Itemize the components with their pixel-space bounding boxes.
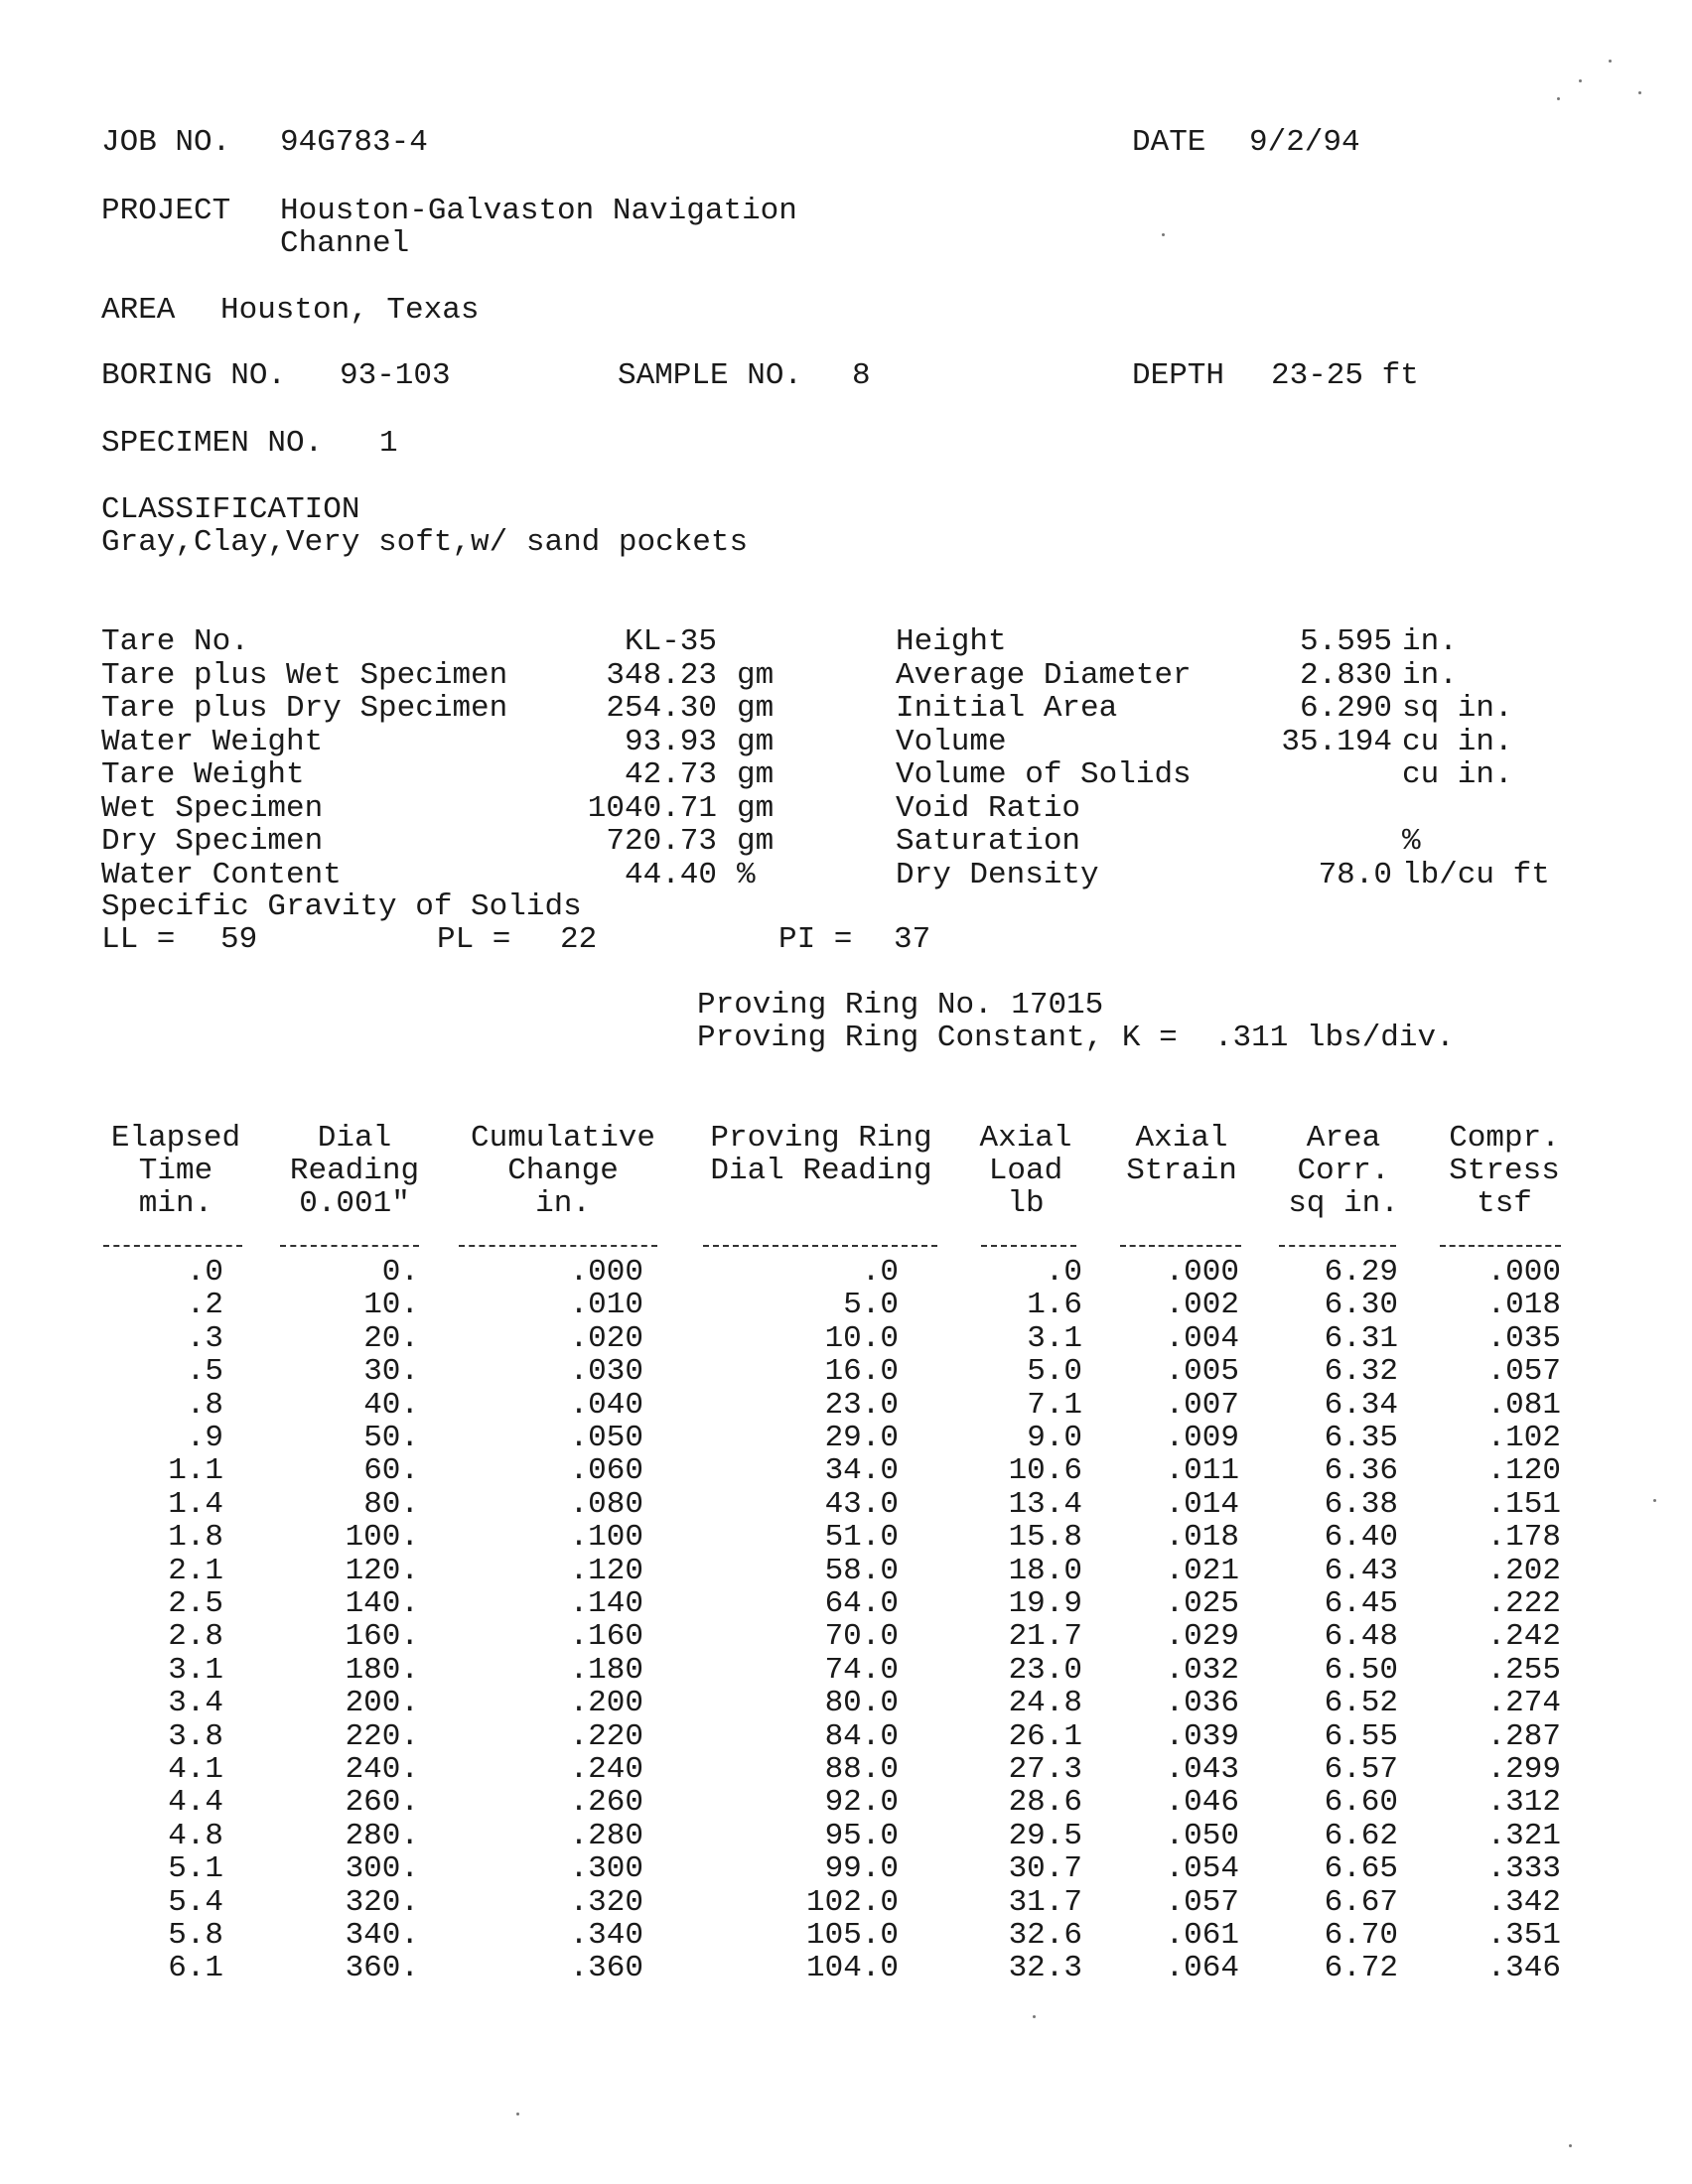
table-cell: .100 <box>569 1520 643 1556</box>
table-cell: 0. <box>381 1255 419 1290</box>
table-cell: 5.0 <box>843 1288 899 1323</box>
table-cell: 102.0 <box>805 1884 899 1920</box>
table-cell: .320 <box>569 1884 643 1920</box>
table-cell: 104.0 <box>805 1951 899 1986</box>
table-cell: .222 <box>1486 1586 1561 1621</box>
table-cell: 80. <box>363 1486 419 1522</box>
table-cell: .010 <box>569 1288 643 1323</box>
table-cell: 280. <box>345 1818 419 1853</box>
table-cell: .120 <box>569 1553 643 1588</box>
table-cell: 300. <box>345 1851 419 1887</box>
property-value: 42.73 <box>624 757 717 792</box>
property-label: Tare No. <box>101 624 249 659</box>
column-header: Proving Ring Dial Reading <box>710 1121 932 1188</box>
property-label: Water Weight <box>101 724 324 759</box>
proving-ring-constant: Proving Ring Constant, K = .311 lbs/div. <box>697 1021 1455 1055</box>
proving-ring-number: Proving Ring No. 17015 <box>697 988 1104 1023</box>
table-cell: 30.7 <box>1008 1851 1082 1887</box>
table-cell: .151 <box>1486 1486 1561 1522</box>
table-cell: 95.0 <box>824 1818 899 1853</box>
table-cell: 260. <box>345 1785 419 1821</box>
table-cell: 10.6 <box>1008 1453 1082 1489</box>
header-rule <box>1279 1245 1396 1247</box>
table-cell: .0 <box>186 1255 223 1290</box>
table-cell: .030 <box>569 1354 643 1390</box>
table-cell: .240 <box>569 1752 643 1787</box>
table-cell: .3 <box>186 1320 223 1356</box>
table-cell: 3.4 <box>168 1686 223 1721</box>
table-cell: 6.40 <box>1324 1520 1398 1556</box>
table-cell: 3.8 <box>168 1718 223 1754</box>
job-number-value: 94G783-4 <box>280 125 428 160</box>
header-rule <box>981 1245 1076 1247</box>
dimension-label: Height <box>896 624 1007 659</box>
table-cell: .9 <box>186 1421 223 1455</box>
table-cell: .321 <box>1486 1818 1561 1853</box>
table-cell: .020 <box>569 1320 643 1356</box>
property-value: 1040.71 <box>587 790 717 826</box>
table-cell: 4.8 <box>168 1818 223 1853</box>
table-cell: 4.1 <box>168 1752 223 1787</box>
table-cell: .025 <box>1165 1586 1239 1621</box>
dimension-unit: lb/cu ft <box>1402 857 1550 892</box>
column-header: Elapsed Time min. <box>110 1121 241 1221</box>
table-cell: 51.0 <box>824 1520 899 1556</box>
dimension-value: 6.290 <box>1299 691 1392 726</box>
property-label: Tare plus Dry Specimen <box>101 691 508 726</box>
property-unit: gm <box>737 757 775 792</box>
table-cell: .004 <box>1165 1320 1239 1356</box>
table-cell: 10. <box>363 1288 419 1323</box>
column-header: Dial Reading 0.001" <box>289 1121 420 1221</box>
table-cell: .312 <box>1486 1785 1561 1821</box>
table-cell: 30. <box>363 1354 419 1390</box>
table-cell: 92.0 <box>824 1785 899 1821</box>
table-cell: 99.0 <box>824 1851 899 1887</box>
dimension-unit: in. <box>1402 657 1458 693</box>
table-cell: 320. <box>345 1884 419 1920</box>
table-cell: 3.1 <box>1027 1320 1082 1356</box>
header-rule <box>280 1245 419 1247</box>
table-cell: .280 <box>569 1818 643 1853</box>
table-cell: 32.3 <box>1008 1951 1082 1986</box>
table-cell: 23.0 <box>824 1387 899 1423</box>
property-unit: gm <box>737 824 775 859</box>
table-cell: 6.43 <box>1324 1553 1398 1588</box>
table-cell: .039 <box>1165 1718 1239 1754</box>
table-cell: 23.0 <box>1008 1652 1082 1688</box>
table-cell: 18.0 <box>1008 1553 1082 1588</box>
table-cell: 10.0 <box>824 1320 899 1356</box>
header-rule <box>703 1245 937 1247</box>
property-label: Tare Weight <box>101 757 305 792</box>
table-cell: 6.72 <box>1324 1951 1398 1986</box>
table-cell: .021 <box>1165 1553 1239 1588</box>
table-cell: 6.32 <box>1324 1354 1398 1390</box>
property-value: 720.73 <box>606 824 717 859</box>
table-cell: 240. <box>345 1752 419 1787</box>
table-cell: 1.4 <box>168 1486 223 1522</box>
table-cell: 6.55 <box>1324 1718 1398 1754</box>
table-cell: 6.38 <box>1324 1486 1398 1522</box>
dimension-unit: in. <box>1402 624 1458 659</box>
property-unit: gm <box>737 790 775 826</box>
table-cell: .002 <box>1165 1288 1239 1323</box>
table-cell: 6.30 <box>1324 1288 1398 1323</box>
depth-value: 23-25 ft <box>1271 358 1419 393</box>
sample-number-label: SAMPLE NO. <box>618 358 803 393</box>
table-cell: 140. <box>345 1586 419 1621</box>
dimension-value: 2.830 <box>1299 657 1392 693</box>
table-cell: 220. <box>345 1718 419 1754</box>
table-cell: 28.6 <box>1008 1785 1082 1821</box>
table-cell: 9.0 <box>1027 1421 1082 1455</box>
table-cell: 6.50 <box>1324 1652 1398 1688</box>
dimension-value: 35.194 <box>1281 724 1392 759</box>
boring-number-label: BORING NO. <box>101 358 287 393</box>
property-label: Dry Specimen <box>101 824 324 859</box>
dimension-label: Dry Density <box>896 857 1099 892</box>
table-cell: 5.4 <box>168 1884 223 1920</box>
table-cell: 31.7 <box>1008 1884 1082 1920</box>
table-cell: .029 <box>1165 1619 1239 1655</box>
table-cell: 120. <box>345 1553 419 1588</box>
property-unit: gm <box>737 691 775 726</box>
table-cell: 6.70 <box>1324 1918 1398 1953</box>
column-header: Cumulative Change in. <box>470 1121 656 1221</box>
table-cell: .035 <box>1486 1320 1561 1356</box>
table-cell: .011 <box>1165 1453 1239 1489</box>
table-cell: 200. <box>345 1686 419 1721</box>
table-cell: 6.35 <box>1324 1421 1398 1455</box>
table-cell: 6.1 <box>168 1951 223 1986</box>
project-line-2: Channel <box>280 226 410 261</box>
specimen-number-value: 1 <box>379 426 398 461</box>
table-cell: 3.1 <box>168 1652 223 1688</box>
table-cell: .040 <box>569 1387 643 1423</box>
specimen-number-label: SPECIMEN NO. <box>101 426 324 461</box>
table-cell: 58.0 <box>824 1553 899 1588</box>
table-cell: 160. <box>345 1619 419 1655</box>
table-cell: .000 <box>1165 1255 1239 1290</box>
table-cell: .081 <box>1486 1387 1561 1423</box>
table-cell: .032 <box>1165 1652 1239 1688</box>
classification-value: Gray,Clay,Very soft,w/ sand pockets <box>101 525 749 560</box>
table-cell: 7.1 <box>1027 1387 1082 1423</box>
table-cell: .046 <box>1165 1785 1239 1821</box>
table-cell: 6.48 <box>1324 1619 1398 1655</box>
table-cell: .005 <box>1165 1354 1239 1390</box>
table-cell: 88.0 <box>824 1752 899 1787</box>
table-cell: 13.4 <box>1008 1486 1082 1522</box>
column-header: Axial Load lb <box>979 1121 1072 1221</box>
table-cell: 4.4 <box>168 1785 223 1821</box>
table-cell: .050 <box>569 1421 643 1455</box>
table-cell: .061 <box>1165 1918 1239 1953</box>
table-cell: .287 <box>1486 1718 1561 1754</box>
dimension-label: Volume of Solids <box>896 757 1192 792</box>
table-cell: .000 <box>569 1255 643 1290</box>
table-cell: 15.8 <box>1008 1520 1082 1556</box>
table-cell: 1.6 <box>1027 1288 1082 1323</box>
table-cell: .342 <box>1486 1884 1561 1920</box>
table-cell: .180 <box>569 1652 643 1688</box>
table-cell: .274 <box>1486 1686 1561 1721</box>
table-cell: .200 <box>569 1686 643 1721</box>
table-cell: 6.67 <box>1324 1884 1398 1920</box>
property-label: Tare plus Wet Specimen <box>101 657 508 693</box>
table-cell: .000 <box>1486 1255 1561 1290</box>
table-cell: 100. <box>345 1520 419 1556</box>
property-value: 44.40 <box>624 857 717 892</box>
column-header: Axial Strain <box>1126 1121 1237 1188</box>
table-cell: 5.8 <box>168 1918 223 1953</box>
property-label: Wet Specimen <box>101 790 324 826</box>
header-rule <box>1440 1245 1561 1247</box>
header-rule <box>103 1245 242 1247</box>
table-cell: 2.1 <box>168 1553 223 1588</box>
table-cell: .0 <box>1045 1255 1082 1290</box>
property-unit: gm <box>737 657 775 693</box>
table-cell: .036 <box>1165 1686 1239 1721</box>
table-cell: 6.31 <box>1324 1320 1398 1356</box>
classification-label: CLASSIFICATION <box>101 492 360 527</box>
table-cell: .160 <box>569 1619 643 1655</box>
dimension-label: Void Ratio <box>896 790 1081 826</box>
table-cell: .018 <box>1165 1520 1239 1556</box>
liquid-limit-label: LL = <box>101 922 176 957</box>
plasticity-index-label: PI = <box>778 922 853 957</box>
table-cell: .340 <box>569 1918 643 1953</box>
table-cell: 60. <box>363 1453 419 1489</box>
liquid-limit-value: 59 <box>220 922 258 957</box>
depth-label: DEPTH <box>1132 358 1225 393</box>
table-cell: 70.0 <box>824 1619 899 1655</box>
table-cell: 29.0 <box>824 1421 899 1455</box>
table-cell: 6.52 <box>1324 1686 1398 1721</box>
table-cell: 43.0 <box>824 1486 899 1522</box>
table-cell: 5.0 <box>1027 1354 1082 1390</box>
property-unit: % <box>737 857 756 892</box>
table-cell: .018 <box>1486 1288 1561 1323</box>
property-value: 254.30 <box>606 691 717 726</box>
header-rule <box>459 1245 657 1247</box>
plastic-limit-label: PL = <box>437 922 511 957</box>
table-cell: 2.5 <box>168 1586 223 1621</box>
table-cell: 360. <box>345 1951 419 1986</box>
table-cell: .346 <box>1486 1951 1561 1986</box>
table-cell: 26.1 <box>1008 1718 1082 1754</box>
table-cell: .080 <box>569 1486 643 1522</box>
dimension-unit: cu in. <box>1402 757 1513 792</box>
table-cell: .057 <box>1486 1354 1561 1390</box>
dimension-label: Average Diameter <box>896 657 1192 693</box>
table-cell: 1.8 <box>168 1520 223 1556</box>
table-cell: 20. <box>363 1320 419 1356</box>
table-cell: .8 <box>186 1387 223 1423</box>
date-value: 9/2/94 <box>1249 125 1360 160</box>
table-cell: .009 <box>1165 1421 1239 1455</box>
table-cell: .178 <box>1486 1520 1561 1556</box>
table-cell: 80.0 <box>824 1686 899 1721</box>
table-cell: 21.7 <box>1008 1619 1082 1655</box>
table-cell: .260 <box>569 1785 643 1821</box>
table-cell: 6.34 <box>1324 1387 1398 1423</box>
table-cell: 6.60 <box>1324 1785 1398 1821</box>
table-cell: .360 <box>569 1951 643 1986</box>
table-cell: .242 <box>1486 1619 1561 1655</box>
table-cell: 16.0 <box>824 1354 899 1390</box>
dimension-unit: cu in. <box>1402 724 1513 759</box>
table-cell: 340. <box>345 1918 419 1953</box>
table-cell: .2 <box>186 1288 223 1323</box>
column-header: Area Corr. sq in. <box>1288 1121 1399 1221</box>
area-label: AREA <box>101 293 176 328</box>
table-cell: 29.5 <box>1008 1818 1082 1853</box>
property-value: KL-35 <box>624 624 717 659</box>
table-cell: .0 <box>861 1255 899 1290</box>
table-cell: .140 <box>569 1586 643 1621</box>
table-cell: 2.8 <box>168 1619 223 1655</box>
property-value: 348.23 <box>606 657 717 693</box>
table-cell: .050 <box>1165 1818 1239 1853</box>
dimension-value: 5.595 <box>1299 624 1392 659</box>
table-cell: 6.36 <box>1324 1453 1398 1489</box>
table-cell: 27.3 <box>1008 1752 1082 1787</box>
table-cell: 6.57 <box>1324 1752 1398 1787</box>
project-line-1: Houston-Galvaston Navigation <box>280 194 797 228</box>
table-cell: 6.65 <box>1324 1851 1398 1887</box>
table-cell: .007 <box>1165 1387 1239 1423</box>
dimension-label: Initial Area <box>896 691 1118 726</box>
dimension-label: Saturation <box>896 824 1081 859</box>
table-cell: 5.1 <box>168 1851 223 1887</box>
table-cell: .054 <box>1165 1851 1239 1887</box>
property-value: 93.93 <box>624 724 717 759</box>
sample-number-value: 8 <box>852 358 871 393</box>
table-cell: .064 <box>1165 1951 1239 1986</box>
table-cell: .014 <box>1165 1486 1239 1522</box>
table-cell: 32.6 <box>1008 1918 1082 1953</box>
table-cell: .202 <box>1486 1553 1561 1588</box>
table-cell: 6.45 <box>1324 1586 1398 1621</box>
table-cell: .255 <box>1486 1652 1561 1688</box>
table-cell: 74.0 <box>824 1652 899 1688</box>
table-cell: .060 <box>569 1453 643 1489</box>
table-cell: 6.29 <box>1324 1255 1398 1290</box>
dimension-value: 78.0 <box>1318 857 1392 892</box>
dimension-unit: sq in. <box>1402 691 1513 726</box>
area-value: Houston, Texas <box>220 293 480 328</box>
plastic-limit-value: 22 <box>560 922 598 957</box>
column-header: Compr. Stress tsf <box>1449 1121 1560 1221</box>
header-rule <box>1120 1245 1241 1247</box>
date-label: DATE <box>1132 125 1206 160</box>
specific-gravity-label: Specific Gravity of Solids <box>101 889 582 924</box>
table-cell: 50. <box>363 1421 419 1455</box>
table-cell: .120 <box>1486 1453 1561 1489</box>
table-cell: 1.1 <box>168 1453 223 1489</box>
table-cell: .057 <box>1165 1884 1239 1920</box>
job-number-label: JOB NO. <box>101 125 231 160</box>
table-cell: 19.9 <box>1008 1586 1082 1621</box>
table-cell: 24.8 <box>1008 1686 1082 1721</box>
dimension-unit: % <box>1402 824 1421 859</box>
table-cell: .5 <box>186 1354 223 1390</box>
table-cell: .220 <box>569 1718 643 1754</box>
boring-number-value: 93-103 <box>340 358 451 393</box>
table-cell: .043 <box>1165 1752 1239 1787</box>
table-cell: 64.0 <box>824 1586 899 1621</box>
table-cell: 180. <box>345 1652 419 1688</box>
table-cell: .351 <box>1486 1918 1561 1953</box>
table-cell: .300 <box>569 1851 643 1887</box>
table-cell: 34.0 <box>824 1453 899 1489</box>
dimension-label: Volume <box>896 724 1007 759</box>
table-cell: .299 <box>1486 1752 1561 1787</box>
table-cell: .333 <box>1486 1851 1561 1887</box>
project-label: PROJECT <box>101 194 231 228</box>
table-cell: 40. <box>363 1387 419 1423</box>
property-label: Water Content <box>101 857 342 892</box>
table-cell: .102 <box>1486 1421 1561 1455</box>
table-cell: 105.0 <box>805 1918 899 1953</box>
table-cell: 6.62 <box>1324 1818 1398 1853</box>
table-cell: 84.0 <box>824 1718 899 1754</box>
property-unit: gm <box>737 724 775 759</box>
plasticity-index-value: 37 <box>894 922 931 957</box>
